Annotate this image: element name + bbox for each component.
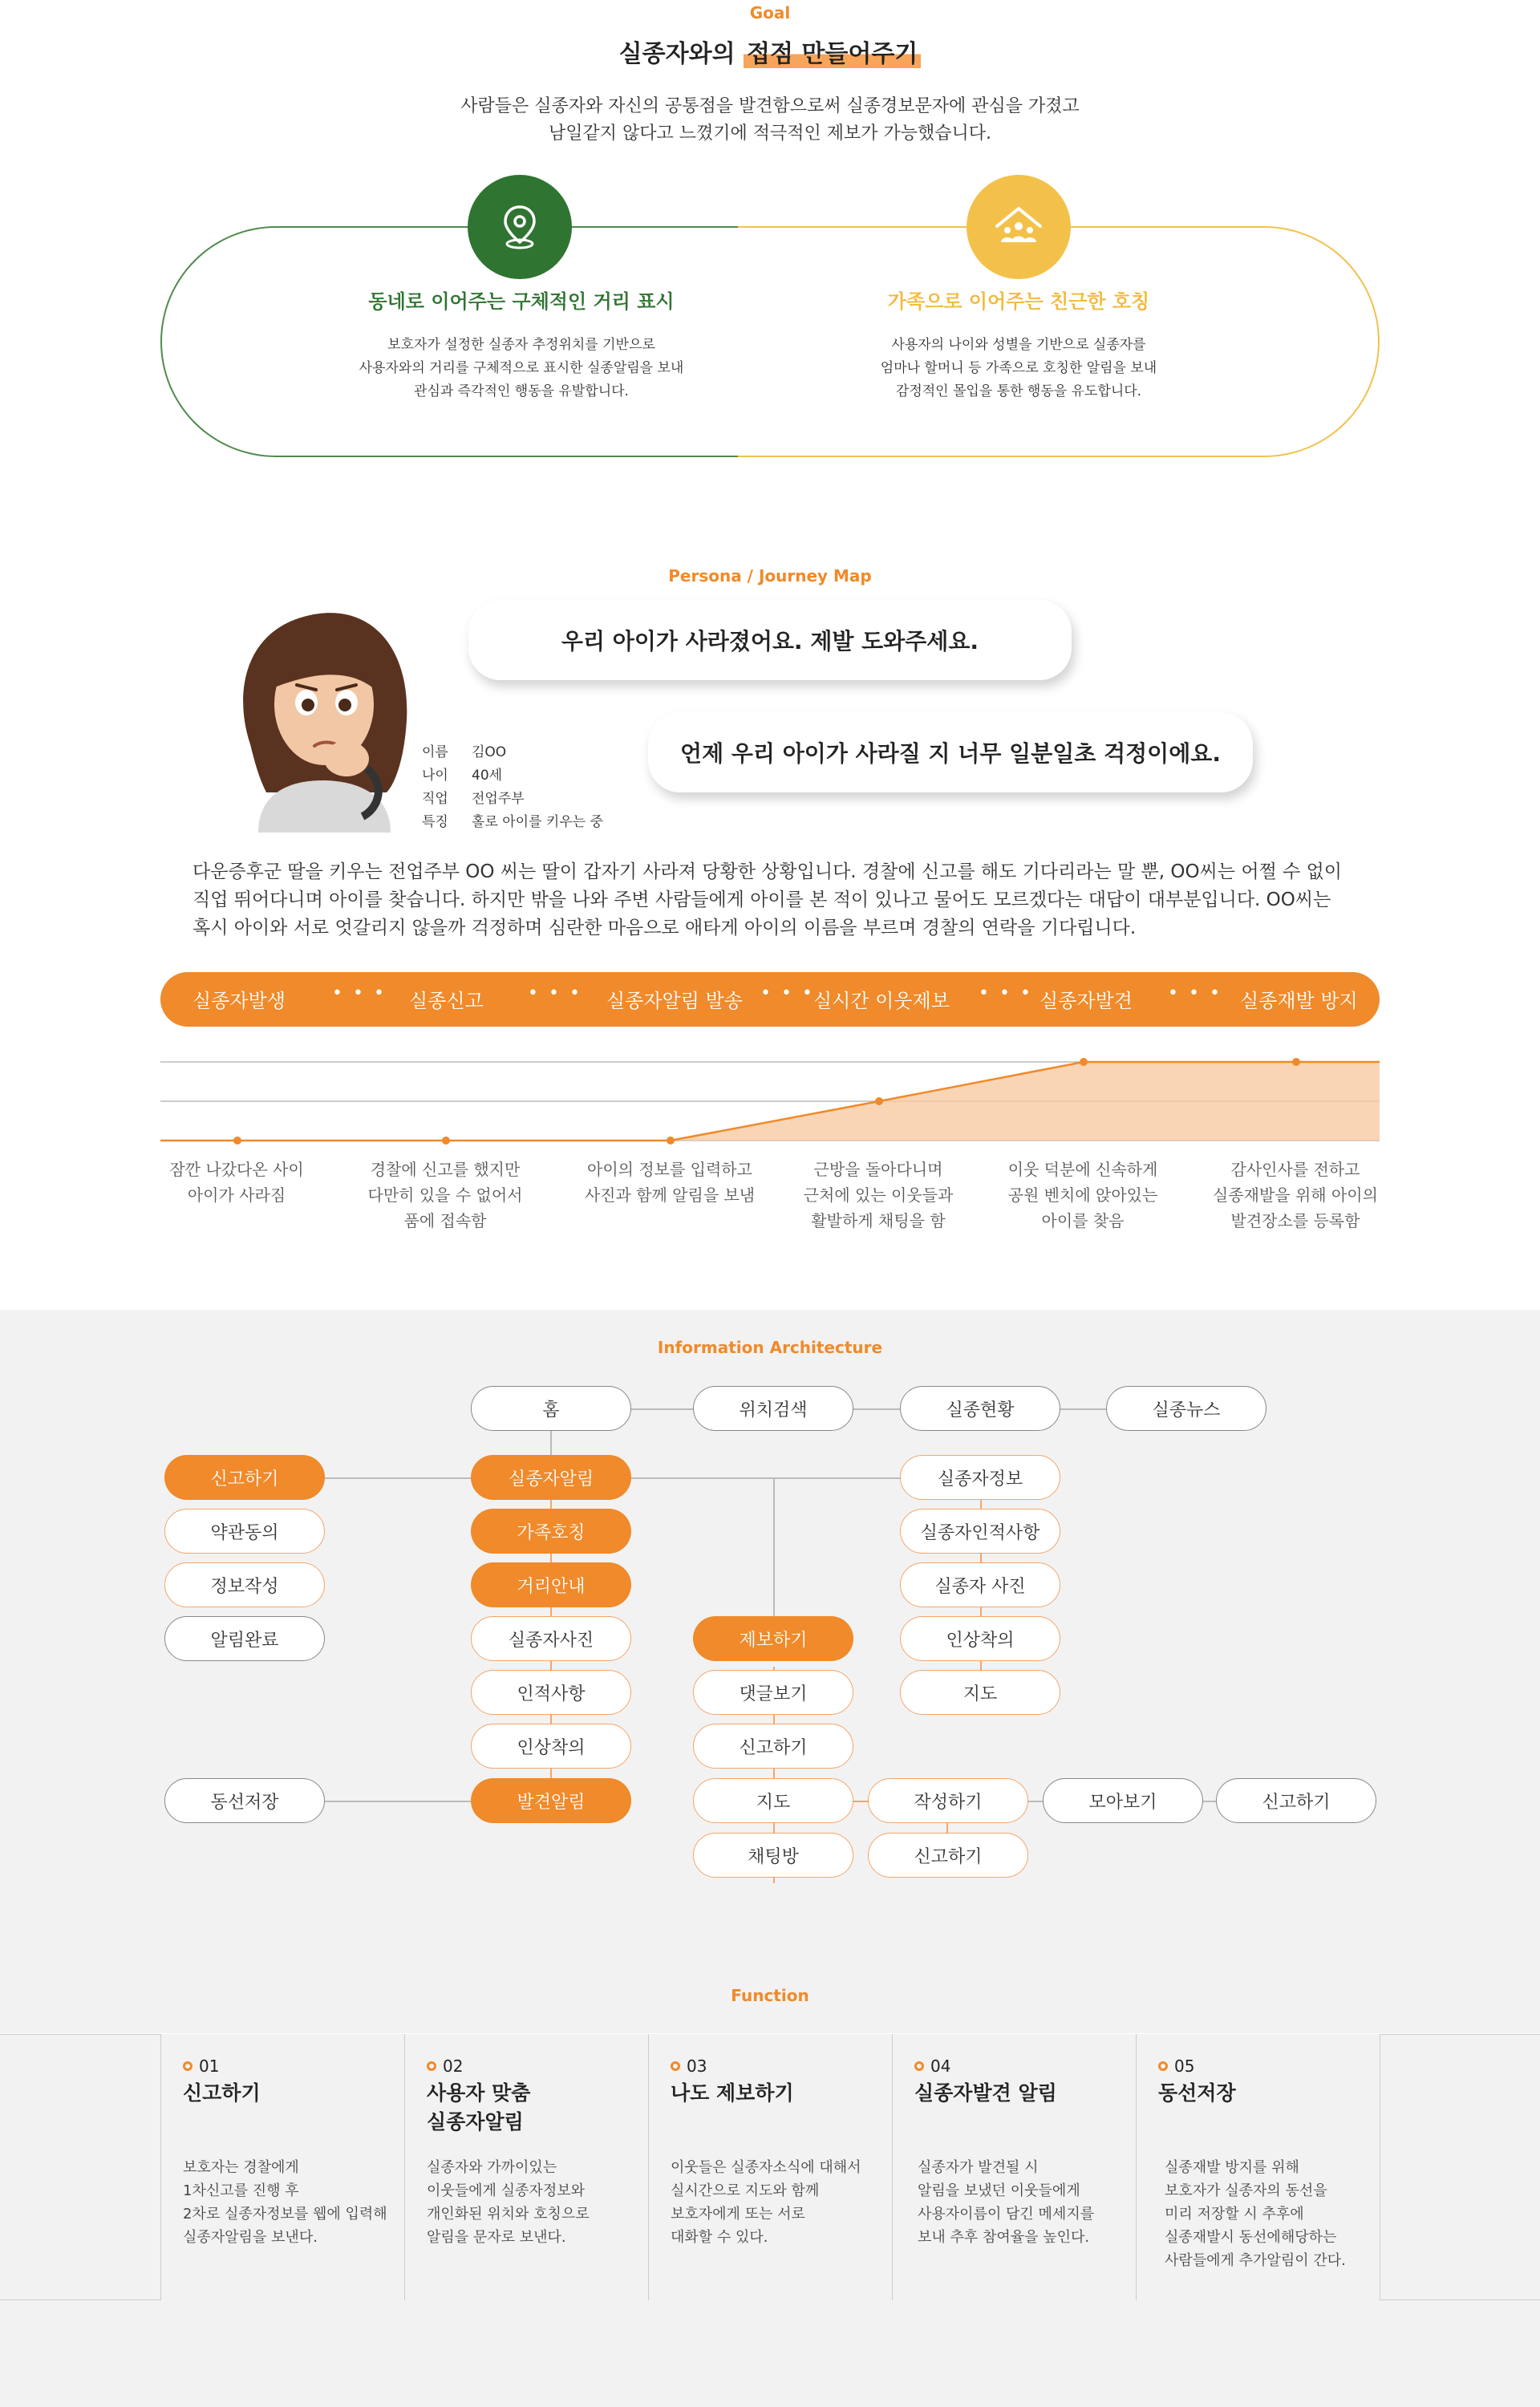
ia-node-report[interactable]: 신고하기 (164, 1455, 325, 1500)
goal-card-line: 관심과 즉각적인 행동을 유발합니다. (414, 383, 629, 399)
ia-node-appearance-2[interactable]: 인상착의 (900, 1616, 1060, 1661)
persona-section-tag: Persona / Journey Map (668, 566, 872, 586)
info-value: 40세 (472, 768, 503, 784)
graph-point (1292, 1058, 1300, 1066)
journey-desc-line: 아이를 찾음 (1041, 1211, 1125, 1230)
ia-connector (853, 1801, 869, 1802)
ia-node-write[interactable]: 작성하기 (868, 1778, 1028, 1823)
ia-node-appearance[interactable]: 인상착의 (471, 1724, 631, 1769)
ia-node-home[interactable]: 홈 (471, 1386, 631, 1431)
journey-description (1199, 1157, 1392, 1234)
journey-stage: 실시간 이웃제보 (813, 990, 950, 1012)
story-line: 직업 뛰어다니며 아이를 찾습니다. 하지만 밖을 나와 주변 사람들에게 아이를 본 적이 있나고 물어도 모르겠다는 대답이 대부분입니다. OO씨는 (192, 889, 1331, 910)
persona-info-row (422, 788, 603, 811)
function-title-line: 사용자 맞춤 (427, 2081, 531, 2105)
graph-point (667, 1137, 675, 1145)
function-number-text: 05 (1174, 2056, 1195, 2076)
journey-desc-line: 아이의 정보를 입력하고 (587, 1160, 752, 1179)
journey-stage: 실종재발 방지 (1240, 990, 1358, 1012)
function-desc-line: 보호자에게 또는 서로 (671, 2206, 805, 2223)
journey-stage: 실종신고 (409, 990, 484, 1012)
ia-node-missing-status[interactable]: 실종현황 (900, 1386, 1060, 1431)
function-desc-line: 실시간으로 지도와 함께 (671, 2182, 820, 2199)
function-desc-line: 알림을 문자로 보낸다. (427, 2229, 566, 2246)
journey-stage: 실종자알림 발송 (606, 990, 743, 1012)
function-number (671, 2056, 707, 2076)
story-line: 혹시 아이와 서로 엇갈리지 않을까 걱정하며 심란한 마음으로 애타게 아이의 이름을 부르며 경찰의 연락을 기다립니다. (192, 918, 1137, 938)
persona-info-row (422, 811, 603, 834)
function-desc-line: 보호자가 실종자의 동선을 (1165, 2182, 1327, 2199)
journey-desc-line: 품에 접속함 (403, 1211, 487, 1230)
ia-node-save-route[interactable]: 동선저장 (164, 1778, 325, 1823)
function-title-line: 나도 제보하기 (671, 2081, 794, 2105)
goal-card-desc-family (818, 334, 1219, 403)
function-desc (671, 2156, 861, 2249)
journey-desc-line: 발견장소를 등록함 (1230, 1211, 1360, 1230)
function-desc-line: 보내 추후 참여율을 높인다. (918, 2229, 1090, 2246)
ia-node-info-map[interactable]: 지도 (900, 1670, 1060, 1715)
bullet-icon (183, 2061, 192, 2071)
info-key: 이름 (422, 744, 448, 760)
goal-section-tag: Goal (749, 3, 791, 22)
goal-title-plain: 실종자와의 (618, 40, 744, 68)
graph-point (233, 1137, 241, 1145)
function-desc-line: 대화할 수 있다. (671, 2229, 768, 2246)
persona-avatar (226, 600, 419, 833)
ia-node-distance-guide[interactable]: 거리안내 (471, 1562, 631, 1607)
goal-title-highlight: 접점 만들어주기 (744, 40, 921, 68)
function-desc-line: 사용자이름이 담긴 메세지를 (918, 2206, 1095, 2223)
journey-desc-line: 감사인사를 전하고 (1230, 1160, 1360, 1179)
journey-desc-line: 경찰에 신고를 했지만 (370, 1160, 521, 1179)
function-title-line: 실종자알림 (427, 2110, 524, 2133)
info-value: 홀로 아이를 키우는 중 (472, 814, 604, 830)
goal-card-desc-distance (321, 334, 722, 403)
ia-node-missing-alert[interactable]: 실종자알림 (471, 1455, 631, 1500)
journey-description (987, 1157, 1179, 1234)
persona-info-row (422, 741, 603, 764)
ia-connector (1027, 1801, 1043, 1802)
function-title (183, 2079, 261, 2108)
graph-point (442, 1137, 450, 1145)
function-desc (1165, 2156, 1346, 2272)
ia-node-alert-done[interactable]: 알림완료 (164, 1616, 325, 1661)
journey-desc-line: 잠깐 나갔다온 사이 (169, 1160, 304, 1179)
function-number (914, 2056, 950, 2076)
function-title (671, 2079, 794, 2108)
function-number-text: 01 (199, 2056, 220, 2076)
persona-quote-bubble: 언제 우리 아이가 사라질 지 너무 일분일초 걱정이에요. (648, 712, 1253, 792)
function-desc-line: 실종재발 방지를 위해 (1165, 2159, 1299, 2176)
function-desc-line: 실종자와 가까이있는 (427, 2159, 557, 2176)
graph-point (875, 1097, 883, 1105)
journey-desc-line: 이웃 덕분에 신속하게 (1007, 1160, 1158, 1179)
journey-stage-separator: • • • (1168, 983, 1222, 1003)
function-desc (918, 2156, 1094, 2249)
journey-stage-separator: • • • (528, 983, 582, 1003)
graph-point (1080, 1058, 1088, 1066)
ia-node-family-title[interactable]: 가족호칭 (471, 1509, 631, 1554)
bullet-icon (671, 2061, 680, 2071)
goal-card-line: 사용자의 나이와 성별을 기반으로 실종자를 (891, 337, 1146, 353)
journey-desc-line: 실종재발을 위해 아이의 (1213, 1185, 1378, 1205)
function-number-text: 04 (930, 2056, 951, 2076)
function-desc-line: 실종자가 발견될 시 (918, 2159, 1039, 2176)
function-desc (183, 2156, 387, 2249)
journey-desc-line: 다만히 있을 수 없어서 (367, 1185, 523, 1205)
journey-desc-line: 아이가 사라짐 (187, 1185, 286, 1205)
journey-description (573, 1157, 766, 1208)
ia-node-chatroom[interactable]: 채팅방 (693, 1833, 853, 1878)
journey-stage: 실종자발생 (192, 990, 286, 1012)
journey-stage: 실종자발견 (1040, 990, 1133, 1012)
ia-node-missing-photo-2[interactable]: 실종자 사진 (900, 1562, 1060, 1607)
family-home-icon (967, 175, 1071, 279)
journey-description (349, 1157, 541, 1234)
goal-card-line: 보호자가 설정한 실종자 추정위치를 기반으로 (387, 337, 655, 353)
function-number-text: 03 (687, 2056, 707, 2076)
ia-connector (773, 1477, 775, 1622)
function-desc-line: 알림을 보냈던 이웃들에게 (918, 2182, 1080, 2199)
function-number (1158, 2056, 1194, 2076)
journey-desc-line: 공원 벤치에 앉아있는 (1007, 1185, 1158, 1205)
goal-card-line: 엄마나 할머니 등 가족으로 호칭한 알림을 보내 (880, 360, 1157, 376)
ia-node-terms-agree[interactable]: 약관동의 (164, 1509, 325, 1554)
goal-card-title-distance: 동네로 이어주는 구체적인 거리 표시 (368, 290, 675, 313)
persona-story (192, 858, 1364, 942)
bullet-icon (914, 2061, 924, 2071)
function-desc (427, 2156, 590, 2249)
function-number (427, 2056, 463, 2076)
goal-card-title-family: 가족으로 이어주는 친근한 호칭 (887, 290, 1150, 313)
bullet-icon (427, 2061, 436, 2071)
story-line: 다운증후군 딸을 키우는 전업주부 OO 씨는 딸이 갑자기 사라져 당황한 상황입니다. 경찰에 신고를 해도 기다리라는 말 뿐, OO씨는 어쩔 수 없이 (192, 861, 1343, 882)
goal-card-line: 감정적인 몰입을 통한 행동을 유도합니다. (895, 383, 1142, 399)
journey-desc-line: 근방을 돌아다니며 (813, 1160, 943, 1179)
function-title-line: 실종자발견 알림 (914, 2081, 1057, 2105)
ia-node-collect[interactable]: 모아보기 (1043, 1778, 1203, 1823)
function-desc-line: 사람들에게 추가알림이 간다. (1165, 2252, 1346, 2269)
goal-desc-line: 사람들은 실종자와 자신의 공통점을 발견함으로써 실종경보문자에 관심을 가졌고 (460, 96, 1080, 116)
function-desc-line: 실종재발시 동선에해당하는 (1165, 2229, 1337, 2246)
persona-quote-bubble: 우리 아이가 사라졌어요. 제발 도와주세요. (468, 600, 1072, 680)
journey-stage-separator: • • • (332, 983, 387, 1003)
ia-node-tip-map[interactable]: 지도 (693, 1778, 853, 1823)
ia-node-found-alert[interactable]: 발견알림 (471, 1778, 631, 1823)
function-title-line: 동선저장 (1158, 2081, 1236, 2105)
ia-connector (550, 1431, 552, 1455)
function-desc-line: 개인화된 위치와 호칭으로 (427, 2206, 590, 2223)
function-desc-line: 1차신고를 진행 후 (183, 2182, 299, 2199)
ia-node-missing-info[interactable]: 실종자정보 (900, 1455, 1060, 1500)
function-desc-line: 실종자알림을 보낸다. (183, 2229, 318, 2246)
journey-desc-line: 사진과 함께 알림을 보냄 (584, 1185, 756, 1205)
ia-section-tag: Information Architecture (657, 1338, 883, 1357)
function-title (1158, 2079, 1236, 2108)
ia-connector (1056, 1408, 1108, 1410)
function-desc-line: 이웃들은 실종자소식에 대해서 (671, 2159, 861, 2176)
goal-description (0, 93, 1540, 148)
ia-node-tip[interactable]: 제보하기 (693, 1616, 853, 1661)
ia-node-personal-info[interactable]: 인적사항 (471, 1670, 631, 1715)
function-title (427, 2079, 530, 2137)
bottom-background (0, 2300, 1540, 2407)
ia-node-location-search[interactable]: 위치검색 (693, 1386, 853, 1431)
info-key: 특징 (422, 814, 448, 830)
goal-desc-line: 남일같지 않다고 느꼈기에 적극적인 제보가 가능했습니다. (548, 124, 991, 144)
function-desc-line: 2차로 실종자정보를 웹에 입력해 (183, 2206, 387, 2223)
function-desc-line: 보호자는 경찰에게 (183, 2159, 299, 2176)
function-title (914, 2079, 1057, 2108)
ia-node-info-write[interactable]: 정보작성 (164, 1562, 325, 1607)
persona-info-row (422, 764, 603, 788)
info-key: 직업 (422, 791, 448, 807)
journey-stage-separator: • • • (760, 983, 815, 1003)
location-pin-icon (468, 175, 572, 279)
function-desc-line: 미리 저장할 시 추후에 (1165, 2206, 1304, 2223)
function-number (183, 2056, 219, 2076)
function-number-text: 02 (443, 2056, 464, 2076)
ia-node-missing-personal[interactable]: 실종자인적사항 (900, 1509, 1060, 1554)
ia-node-missing-photo[interactable]: 실종자사진 (471, 1616, 631, 1661)
journey-emotion-graph (0, 1043, 1540, 1155)
info-value: 전업주부 (472, 791, 525, 807)
ia-node-tip-report[interactable]: 신고하기 (693, 1724, 853, 1769)
goal-title (0, 34, 1540, 69)
journey-stage-separator: • • • (979, 983, 1033, 1003)
info-value: 김OO (472, 744, 507, 760)
bullet-icon (1158, 2061, 1168, 2071)
journey-desc-line: 근처에 있는 이웃들과 (803, 1185, 954, 1205)
ia-connector (1203, 1801, 1216, 1802)
info-key: 나이 (422, 768, 448, 784)
ia-connector (325, 1801, 471, 1802)
function-desc-line: 이웃들에게 실종자정보와 (427, 2182, 585, 2199)
journey-description (782, 1157, 975, 1234)
persona-info (422, 741, 603, 834)
journey-description (140, 1157, 333, 1208)
journey-desc-line: 활발하게 채팅을 함 (811, 1211, 946, 1230)
function-section-tag: Function (731, 1986, 809, 2005)
ia-node-map-report[interactable]: 신고하기 (868, 1833, 1028, 1878)
ia-node-missing-news[interactable]: 실종뉴스 (1106, 1386, 1266, 1431)
ia-node-collect-report[interactable]: 신고하기 (1216, 1778, 1376, 1823)
function-title-line: 신고하기 (183, 2081, 261, 2105)
ia-node-view-comments[interactable]: 댓글보기 (693, 1670, 853, 1715)
goal-card-line: 사용자와의 거리를 구체적으로 표시한 실종알림을 보내 (359, 360, 684, 376)
